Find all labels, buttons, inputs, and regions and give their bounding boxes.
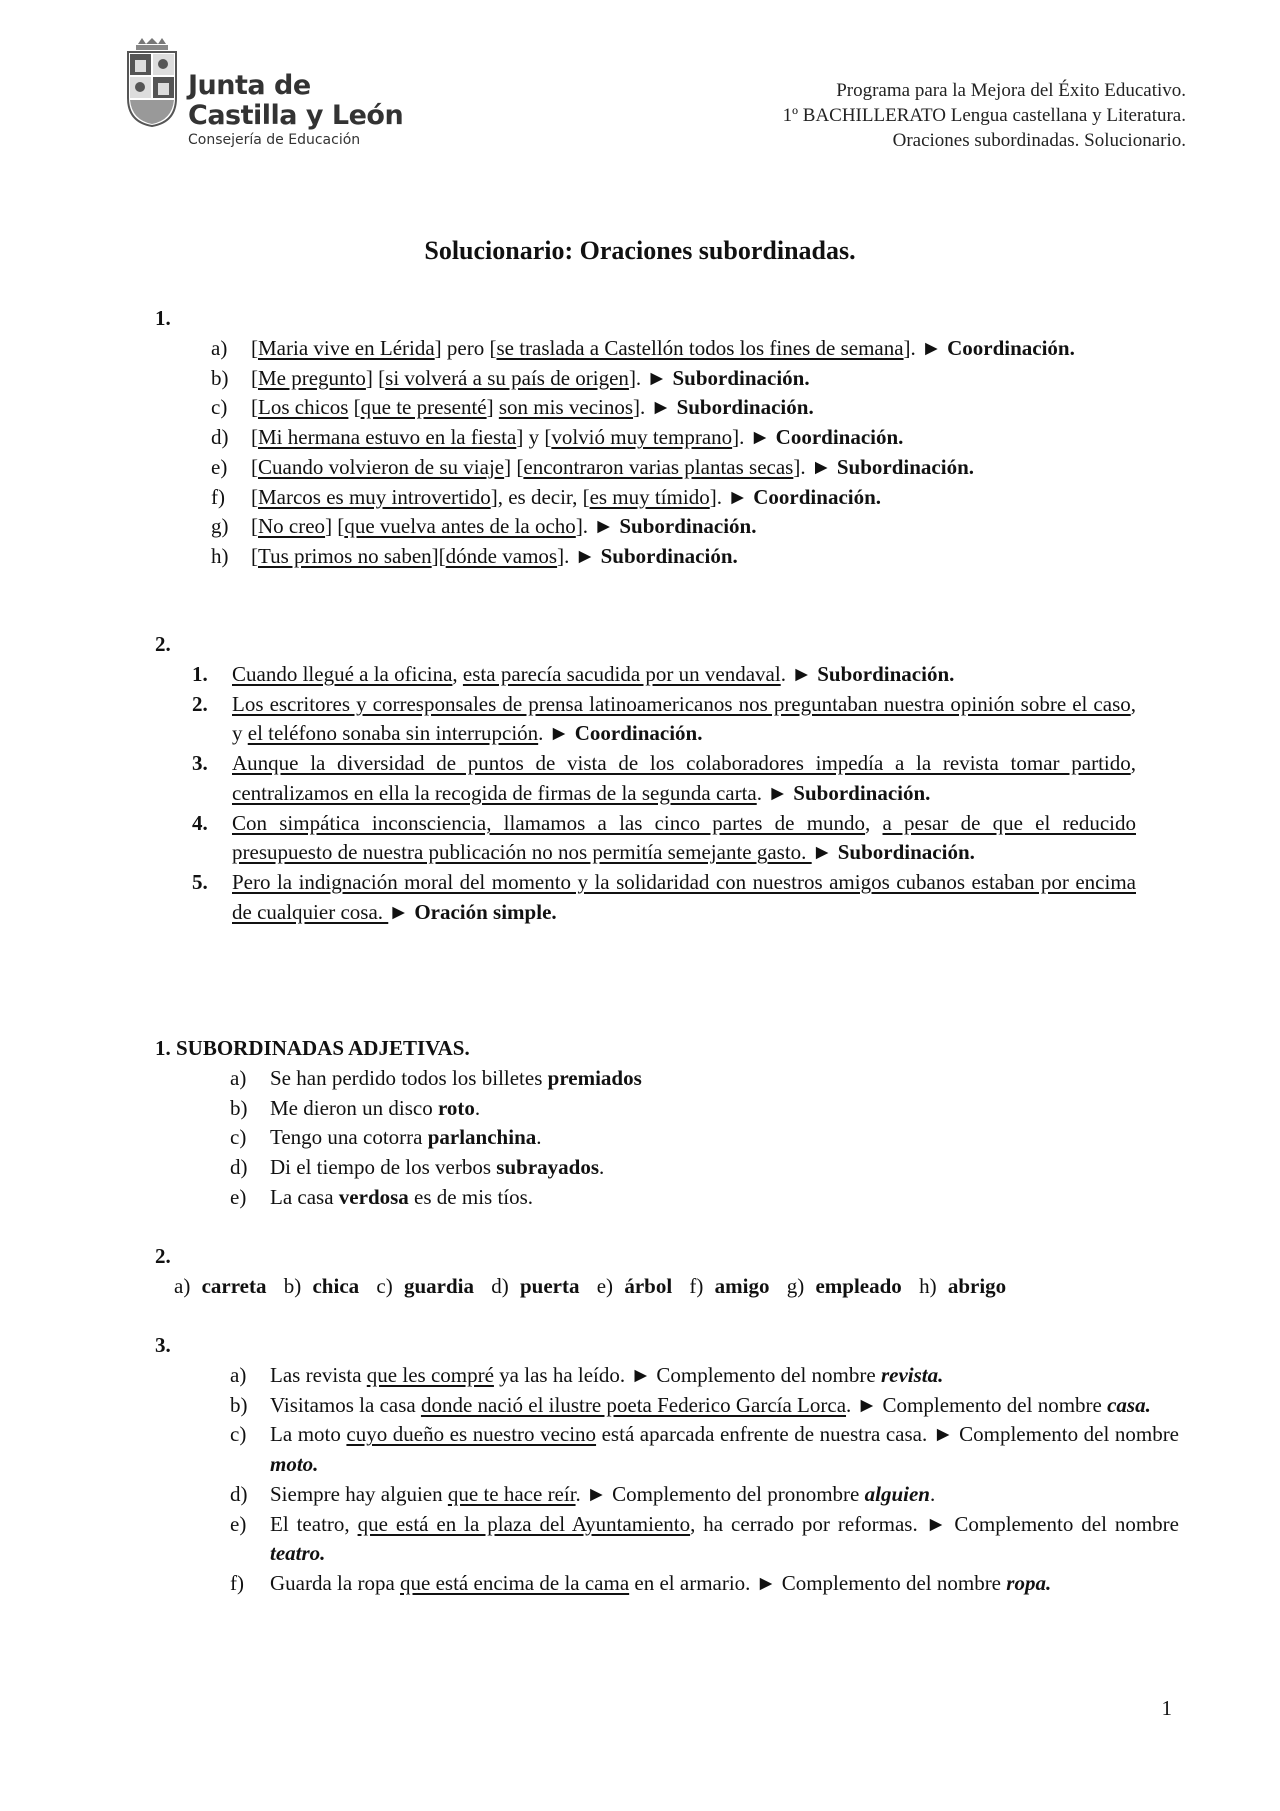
section-3-list (230, 1361, 1179, 1599)
section-2b-number: 2. (155, 1244, 171, 1268)
item-label: h) (211, 543, 229, 568)
sentence-text: . (474, 1095, 481, 1120)
logo-department: Consejería de Educación (188, 132, 361, 148)
classification-result: Subordinación. (676, 395, 814, 420)
classification-result: Subordinación. (837, 840, 975, 865)
underlined-clause: Cuando llegué a la oficina (232, 662, 453, 686)
sentence-text: ]. ► (557, 543, 601, 568)
item-label: 3. (192, 751, 208, 776)
item-label: g) (786, 1274, 805, 1298)
sentence-text: . (599, 1155, 605, 1180)
sentence-text: en el armario. ► Complemento del nombre (629, 1570, 1007, 1595)
sentence-text: [ (251, 543, 258, 568)
sentence-text: [ (251, 484, 258, 509)
item-label: a) (174, 1274, 191, 1298)
sentence-text: Se han perdido todos los billetes (270, 1066, 548, 1090)
sentence-text: , ha cerrado por reformas. ► Complemento del nombre (690, 1511, 1179, 1536)
underlined-clause: Cuando volvieron de su viaje (258, 454, 505, 479)
classification-result: Subordinación. (619, 514, 757, 539)
sentence-text: ] [ (504, 454, 524, 479)
item-label: f) (230, 1570, 244, 1595)
header-line-1: Programa para la Mejora del Éxito Educativo. (836, 80, 1186, 101)
item-label: a) (230, 1066, 247, 1090)
item-label: d) (230, 1155, 248, 1180)
sentence-text: ] pero [ (434, 336, 497, 360)
sentence-text: . ► (756, 780, 794, 805)
sentence-text: ]. ► (709, 484, 754, 509)
item-label: h) (919, 1274, 937, 1298)
adjective-item (230, 1183, 1130, 1213)
adjective-word: verdosa (338, 1184, 409, 1209)
adjective-word: subrayados (496, 1155, 599, 1180)
section-2-item (192, 690, 1136, 749)
sentence-text: está aparcada enfrente de nuestra casa. ► Complemento del nombre (596, 1422, 1180, 1447)
sentence-text: ► (388, 899, 415, 924)
sentence-text: . ► Complemento del nombre (846, 1392, 1108, 1417)
section-1-item (211, 512, 1131, 542)
item-label: a) (230, 1363, 247, 1387)
sentence-text: [ (251, 454, 258, 479)
sentence-text: ]. ► (628, 365, 673, 390)
sentence-text: ] [ (365, 365, 386, 390)
adjective-item (230, 1123, 1130, 1153)
sentence-text: [ (251, 514, 258, 539)
underlined-clause: Los chicos (258, 395, 349, 420)
sentence-text: ]. ► (732, 425, 776, 450)
underlined-clause: que te hace reír (447, 1481, 576, 1506)
header-line-3: Oraciones subordinadas. Solucionario. (892, 130, 1186, 151)
sentence-text: Visitamos la casa (270, 1392, 421, 1417)
answer-word: empleado (815, 1274, 902, 1298)
underlined-clause: Marcos es muy introvertido (258, 484, 491, 509)
sentence-text: ]. ► (793, 454, 837, 479)
section-3-item (230, 1569, 1179, 1599)
antecedent-word: revista. (880, 1363, 944, 1387)
underlined-clause: No creo (258, 514, 326, 539)
section-1-item (211, 364, 1131, 394)
sentence-text: [ (251, 425, 258, 450)
item-label: b) (211, 365, 229, 390)
classification-result: Coordinación. (753, 484, 882, 509)
sentence-text: ] (486, 395, 499, 420)
classification-result: Oración simple. (414, 899, 557, 924)
sentence-text: [ (251, 365, 258, 390)
sentence-text: , (452, 662, 463, 686)
page-title: Solucionario: Oraciones subordinadas. (424, 236, 856, 265)
sentence-text: ]. ► (575, 514, 620, 539)
institution-logo (124, 36, 404, 154)
item-label: b) (230, 1095, 248, 1120)
classification-result: Subordinación. (793, 780, 931, 805)
sentence-text: ] y [ (516, 425, 552, 450)
underlined-clause: encontraron varias plantas secas (523, 454, 794, 479)
underlined-clause: se traslada a Castellón todos los fines de semana (496, 336, 904, 360)
underlined-clause: Mi hermana estuvo en la fiesta (258, 425, 517, 450)
item-label: c) (230, 1125, 247, 1150)
sentence-text: ► (811, 840, 838, 865)
sentence-text: . ► (538, 721, 575, 746)
classification-result: Subordinación. (600, 543, 738, 568)
adjective-list (230, 1064, 1130, 1213)
sentence-text: ya las ha leído. ► Complemento del nombre (493, 1363, 881, 1387)
antecedent-word: teatro. (270, 1541, 326, 1566)
sentence-text: Guarda la ropa (270, 1570, 401, 1595)
underlined-clause: Me pregunto (258, 365, 366, 390)
section-3-item (230, 1480, 1179, 1510)
section-2-number: 2. (155, 632, 171, 656)
sentence-text: [ (251, 395, 258, 420)
underlined-clause: que está encima de la cama (400, 1570, 630, 1595)
underlined-clause: donde nació el ilustre poeta Federico García Lorca (420, 1392, 847, 1417)
underlined-clause: cuyo dueño es nuestro vecino (346, 1422, 597, 1447)
classification-result: Coordinación. (574, 721, 703, 746)
section-3-item (230, 1420, 1179, 1479)
sentence-text: . (929, 1481, 936, 1506)
antecedent-word: casa. (1107, 1392, 1151, 1417)
underlined-clause: que está en la plaza del Ayuntamiento (357, 1511, 691, 1536)
adjective-word: premiados (547, 1066, 642, 1090)
item-label: 2. (192, 691, 208, 716)
underlined-clause: Maria vive en Lérida (258, 336, 435, 360)
sentence-text: , (1130, 751, 1136, 776)
sentence-text: . ► Complemento del pronombre (575, 1481, 865, 1506)
answer-pair (284, 1274, 365, 1298)
section-3-item (230, 1510, 1179, 1569)
underlined-clause: Aunque la diversidad de puntos de vista de los colaboradores impedía a la revista tomar partido (232, 751, 1131, 776)
item-label: 1. (192, 662, 208, 686)
section-2-item (192, 660, 1136, 690)
sentence-text: ]. ► (903, 336, 948, 360)
classification-result: Coordinación. (775, 425, 904, 450)
answer-pair (491, 1274, 585, 1298)
item-label: c) (376, 1274, 393, 1298)
classification-result: Coordinación. (947, 336, 1075, 360)
header-line-2: 1º BACHILLERATO Lengua castellana y Literatura. (782, 105, 1186, 126)
item-label: d) (491, 1274, 509, 1298)
sentence-text: , (865, 810, 883, 835)
antecedent-word: alguien (864, 1481, 930, 1506)
underlined-clause: Pero la indignación moral del momento y la solidaridad con nuestros amigos cubanos estaban por encima de cualquier cosa. (232, 869, 1136, 924)
answer-word: abrigo (947, 1274, 1007, 1298)
underlined-clause: son mis vecinos (498, 395, 634, 420)
underlined-clause: que les compré (366, 1363, 494, 1387)
adjective-item (230, 1094, 1130, 1124)
underlined-clause: que te presenté (360, 395, 487, 420)
logo-line-1: Junta de (188, 70, 311, 101)
answer-pair (174, 1274, 272, 1298)
section-1-list (211, 334, 1131, 572)
sentence-text: ]. ► (633, 395, 677, 420)
item-label: g) (211, 514, 229, 539)
item-label: 5. (192, 869, 208, 894)
item-label: e) (230, 1511, 247, 1536)
underlined-clause: que vuelva antes de la ocho (344, 514, 576, 539)
sentence-text: La moto (270, 1422, 347, 1447)
underlined-clause: centralizamos en ella la recogida de firmas de la segunda carta (232, 780, 757, 805)
adjective-word: roto (437, 1095, 475, 1120)
sentence-text: . ► (780, 662, 818, 686)
page-header (783, 78, 1186, 153)
sentence-text: ] [ (325, 514, 345, 539)
section-1-item (211, 393, 1131, 423)
underlined-clause: dónde vamos (445, 543, 558, 568)
section-3-item (230, 1391, 1179, 1421)
item-label: 4. (192, 810, 208, 835)
sentence-text: Siempre hay alguien (270, 1481, 448, 1506)
answer-word: puerta (519, 1274, 580, 1298)
section-2-list (192, 660, 1136, 927)
classification-result: Subordinación. (836, 454, 975, 479)
item-label: c) (230, 1422, 247, 1447)
section-1-item (211, 483, 1131, 513)
underlined-clause: el teléfono sonaba sin interrupción (247, 721, 539, 746)
item-label: e) (211, 454, 228, 479)
item-label: f) (689, 1274, 704, 1298)
section-3-item (230, 1361, 1179, 1391)
underlined-clause: Los escritores y corresponsales de prensa latinoamericanos nos preguntaban nuestra opinión sobre el caso (232, 691, 1131, 716)
item-label: e) (596, 1274, 614, 1298)
antecedent-word: ropa. (1006, 1570, 1052, 1595)
item-label: a) (211, 336, 228, 360)
sentence-text: , y (232, 691, 1136, 746)
sentence-text: El teatro, (270, 1511, 358, 1536)
adjective-item (230, 1064, 1130, 1094)
underlined-clause: volvió muy temprano (551, 425, 733, 450)
section-1-item (211, 542, 1131, 572)
adjective-word: parlanchina (427, 1125, 537, 1150)
antecedent-word: moto. (270, 1452, 319, 1477)
section-2-item (192, 868, 1136, 927)
sentence-text: Me dieron un disco (270, 1095, 438, 1120)
answer-pair (689, 1274, 775, 1298)
classification-result: Subordinación. (817, 662, 955, 686)
sentence-text: ][ (431, 543, 446, 568)
page-number: 1 (1161, 1696, 1172, 1720)
answer-pair (376, 1274, 480, 1298)
answer-word: chica (312, 1274, 360, 1298)
answer-word: carreta (201, 1274, 267, 1298)
item-label: b) (230, 1392, 248, 1417)
sentence-text: ], es decir, [ (490, 484, 590, 509)
section-1-item (211, 423, 1131, 453)
answer-word: guardia (403, 1274, 474, 1298)
answer-pair (787, 1274, 908, 1298)
sentence-text: [ (251, 336, 258, 360)
section-1-item (211, 334, 1131, 364)
underlined-clause: Tus primos no saben (258, 543, 432, 568)
logo-line-2: Castilla y León (188, 100, 404, 131)
sentence-text: La casa (270, 1184, 339, 1209)
sentence-text: Las revista (270, 1363, 367, 1387)
sentence-text: es de mis tíos. (408, 1184, 534, 1209)
sentence-text: Di el tiempo de los verbos (270, 1155, 497, 1180)
section-2b-answers (174, 1274, 1018, 1299)
item-label: f) (211, 484, 225, 509)
section-3-number: 3. (155, 1333, 171, 1357)
section-2-item (192, 809, 1136, 868)
section-2-item (192, 749, 1136, 808)
item-label: d) (211, 425, 229, 450)
adjective-section-heading: 1. SUBORDINADAS ADJETIVAS. (155, 1036, 470, 1060)
section-1-item (211, 453, 1131, 483)
classification-result: Subordinación. (672, 365, 810, 390)
answer-pair (597, 1274, 678, 1298)
underlined-clause: a pesar de que el reducido presupuesto de nuestra publicación no nos permitía semejante gasto. (232, 810, 1136, 865)
underlined-clause: si volverá a su país de origen (385, 365, 629, 390)
answer-word: amigo (714, 1274, 770, 1298)
item-label: b) (283, 1274, 302, 1298)
item-label: d) (230, 1481, 248, 1506)
underlined-clause: esta parecía sacudida por un vendaval (462, 662, 781, 686)
answer-pair (919, 1274, 1012, 1298)
underlined-clause: Con simpática inconsciencia, llamamos a las cinco partes de mundo (232, 810, 866, 835)
item-label: e) (230, 1184, 247, 1209)
sentence-text: Tengo una cotorra (270, 1125, 428, 1150)
coat-of-arms-icon (124, 36, 180, 128)
item-label: c) (211, 395, 228, 420)
sentence-text: . (536, 1125, 542, 1150)
answer-word: árbol (624, 1274, 673, 1298)
adjective-item (230, 1153, 1130, 1183)
section-1-number: 1. (155, 306, 171, 330)
sentence-text: [ (348, 395, 361, 420)
underlined-clause: es muy tímido (589, 484, 710, 509)
